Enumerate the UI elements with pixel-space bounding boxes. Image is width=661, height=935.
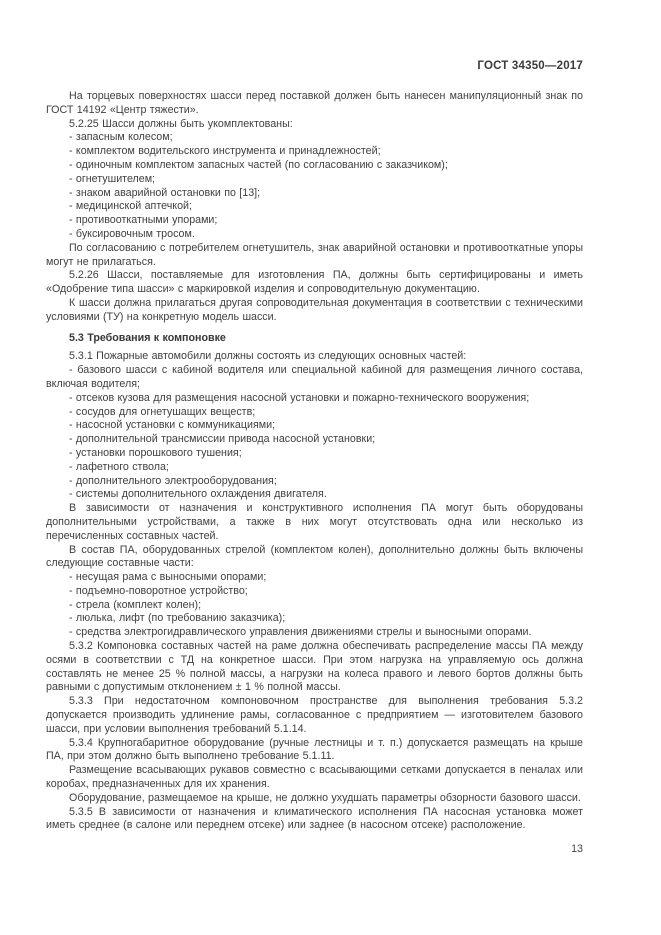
list-item: - лафетного ствола; (69, 460, 169, 473)
paragraph: 5.2.25 Шасси должны быть укомплектованы: (69, 117, 293, 130)
page-number: 13 (571, 843, 583, 855)
paragraph: К шасси должна прилагаться другая сопроводительная документация в соответствии с техническими условиями (ТУ) на конкретную модель шасси. (46, 296, 583, 323)
section-heading: 5.3 Требования к компоновке (69, 331, 226, 344)
list-item: - запасным колесом; (69, 131, 173, 144)
list-item: - дополнительной трансмиссии привода насосной установки; (69, 433, 376, 446)
list-item: - медицинской аптечкой; (69, 200, 192, 213)
list-item: - знаком аварийной остановки по [13]; (69, 186, 261, 199)
page-footer (46, 843, 583, 855)
paragraph: 5.3.5 В зависимости от назначения и климатического исполнения ПА насосная установка может иметь среднее (в салоне или переднем отсеке) или заднее (в насосном отсеке) расположение. (46, 805, 583, 832)
list-item: - базового шасси с кабиной водителя или специальной кабиной для размещения личного состава, включая водителя; (46, 364, 583, 390)
paragraph: На торцевых поверхностях шасси перед поставкой должен быть нанесен манипуляционный знак по ГОСТ 14192 «Центр тяжести». (46, 90, 583, 116)
list-item: - комплектом водительского инструмента и принадлежностей; (69, 145, 381, 158)
list-item: - средства электрогидравлического управления движениями стрелы и выносными опорами. (69, 626, 532, 639)
standard-code: ГОСТ 34350—2017 (477, 60, 583, 72)
list-item: - буксировочным тросом. (69, 227, 195, 240)
paragraph: 5.3.3 При недостаточном компоновочном пространстве для выполнения требования 5.3.2 допускается производить удлинение рамы, согласованное с предприятием — изготовителем базового шасси, при условии выполнения требований 5.1.14. (46, 695, 583, 735)
list-item: - насосной установки с коммуникациями; (69, 419, 276, 432)
paragraph: 5.3.1 Пожарные автомобили должны состоять из следующих основных частей: (69, 350, 467, 363)
paragraph: Размещение всасывающих рукавов совместно с всасывающими сетками допускается в пеналах или коробах, предназначенных для их хранения. (46, 764, 583, 791)
paragraph: 5.3.4 Крупногабаритное оборудование (ручные лестницы и т. п.) допускается размещать на крыше ПА, при этом должно быть выполнено требование 5.1.11. (46, 736, 583, 763)
list-item: - стрела (комплект колен); (69, 598, 202, 611)
paragraph: В зависимости от назначения и конструктивного исполнения ПА могут быть оборудованы дополнительными устройствами, а также в них могут отсутствовать одна или несколько из перечисленных составных частей. (46, 502, 583, 542)
document-body (46, 90, 583, 833)
list-item: - огнетушителем; (69, 172, 156, 185)
list-item: - люлька, лифт (по требованию заказчика); (69, 612, 286, 625)
list-item: - одиночным комплектом запасных частей (по согласованию с заказчиком); (69, 158, 448, 171)
list-item: - противооткатными упорами; (69, 214, 218, 227)
paragraph: Оборудование, размещаемое на крыше, не должно ухудшать параметры обзорности базового шасси. (69, 791, 581, 804)
list-item: - системы дополнительного охлаждения двигателя. (69, 488, 327, 501)
paragraph: 5.3.2 Компоновка составных частей на раме должна обеспечивать распределение массы ПА между осями в соответствии с ТД на конкретное шасси. При этом нагрузка на управляемую ось должна составлять не менее 25 % полной массы, а нагрузки на колеса правого и левого бортов должны быть равными с допустимым отклонением ± 1 % полной массы. (46, 640, 583, 694)
paragraph: В состав ПА, оборудованных стрелой (комплектом колен), дополнительно должны быть включены следующие составные части: (46, 543, 583, 570)
running-header (46, 60, 583, 72)
list-item: - подъемно-поворотное устройство; (69, 584, 248, 597)
paragraph: 5.2.26 Шасси, поставляемые для изготовления ПА, должны быть сертифицированы и иметь «Одобрение типа шасси» с маркировкой изделия и сопроводительную документацию. (46, 269, 583, 296)
list-item: - дополнительного электрооборудования; (69, 474, 277, 487)
list-item: - сосудов для огнетушащих веществ; (69, 405, 256, 418)
paragraph: По согласованию с потребителем огнетушитель, знак аварийной остановки и противооткатные упоры могут не прилагаться. (46, 241, 583, 268)
list-item: - отсеков кузова для размещения насосной установки и пожарно-технического вооружения; (69, 391, 530, 404)
list-item: - установки порошкового тушения; (69, 446, 242, 459)
list-item: - несущая рама с выносными опорами; (69, 571, 267, 584)
